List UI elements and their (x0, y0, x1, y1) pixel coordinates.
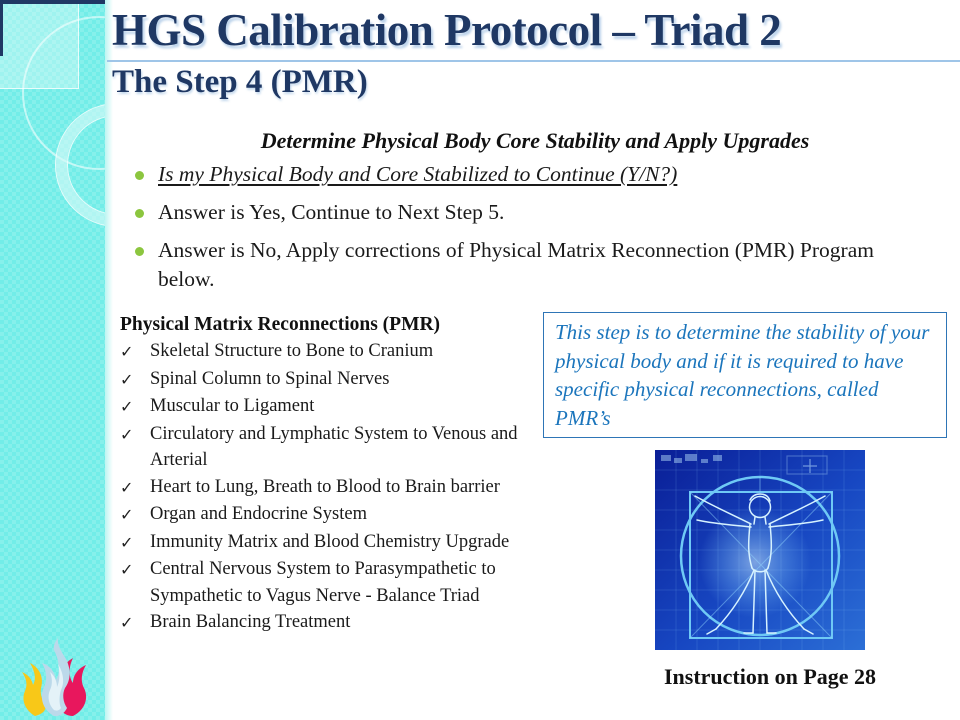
note-text: This step is to determine the stability of your physical body and if it is required to have specific physical reconnections, called PMR’s (555, 320, 930, 430)
list-item (120, 421, 522, 474)
left-navy-accent-bar (0, 0, 3, 56)
check-icon: ✓ (120, 369, 134, 389)
check-icon: ✓ (120, 613, 134, 632)
check-icon: ✓ (120, 505, 134, 524)
pmr-item-text: Organ and Endocrine System (150, 504, 367, 524)
pmr-header: Physical Matrix Reconnections (PMR) (120, 314, 441, 335)
image-caption: Instruction on Page 28 (663, 664, 877, 689)
decorative-sidebar (0, 0, 105, 720)
sidebar-edge-gradient (105, 0, 113, 720)
check-icon: ✓ (120, 477, 134, 497)
bullet-question-text: Is my Physical Body and Core Stabilized to Continue (Y/N?) (158, 162, 678, 186)
check-icon: ✓ (120, 397, 134, 416)
pmr-item-text: Spinal Column to Spinal Nerves (150, 368, 390, 389)
page-title: HGS Calibration Protocol – Triad 2 (112, 5, 782, 55)
bullet-answer-yes-text: Answer is Yes, Continue to Next Step 5. (158, 200, 505, 224)
list-item (120, 501, 522, 529)
list-item (120, 393, 522, 421)
list-item (135, 236, 925, 294)
pmr-item-text: Skeletal Structure to Bone to Cranium (150, 341, 434, 361)
bullet-answer-no-text: Answer is No, Apply corrections of Physical Matrix Reconnection (PMR) Program below. (158, 238, 874, 291)
list-item (135, 160, 925, 189)
list-item (120, 529, 522, 557)
check-icon: ✓ (120, 560, 134, 579)
pmr-item-text: Muscular to Ligament (150, 396, 315, 416)
bullet-dot-icon (135, 171, 144, 180)
tri-flame-logo-icon (13, 634, 95, 718)
list-item (120, 474, 522, 502)
list-item (120, 609, 522, 637)
top-navy-accent-bar (0, 0, 105, 4)
bullet-list (135, 160, 925, 303)
check-icon: ✓ (120, 532, 134, 552)
check-icon: ✓ (120, 342, 134, 361)
pmr-item-text: Brain Balancing Treatment (150, 612, 351, 632)
note-box (543, 312, 947, 438)
list-item (120, 338, 522, 366)
pmr-item-text: Immunity Matrix and Blood Chemistry Upgrade (150, 531, 510, 552)
pmr-section (120, 312, 522, 637)
list-item (135, 198, 925, 227)
vitruvian-man-image (655, 450, 865, 650)
pmr-item-text: Central Nervous System to Parasympathetic to Sympathetic to Vagus Nerve - Balance Triad (150, 559, 496, 606)
section-heading: Determine Physical Body Core Stability and Apply Upgrades (260, 128, 810, 153)
bullet-dot-icon (135, 209, 144, 218)
bullet-dot-icon (135, 247, 144, 256)
check-icon: ✓ (120, 424, 134, 444)
page-subtitle: The Step 4 (PMR) (112, 64, 368, 100)
pmr-item-text: Circulatory and Lymphatic System to Venous and Arterial (150, 423, 518, 470)
list-item (120, 556, 522, 609)
title-underline (107, 60, 960, 62)
list-item (120, 366, 522, 394)
pmr-item-text: Heart to Lung, Breath to Blood to Brain barrier (150, 476, 500, 497)
pmr-check-list (120, 338, 522, 637)
